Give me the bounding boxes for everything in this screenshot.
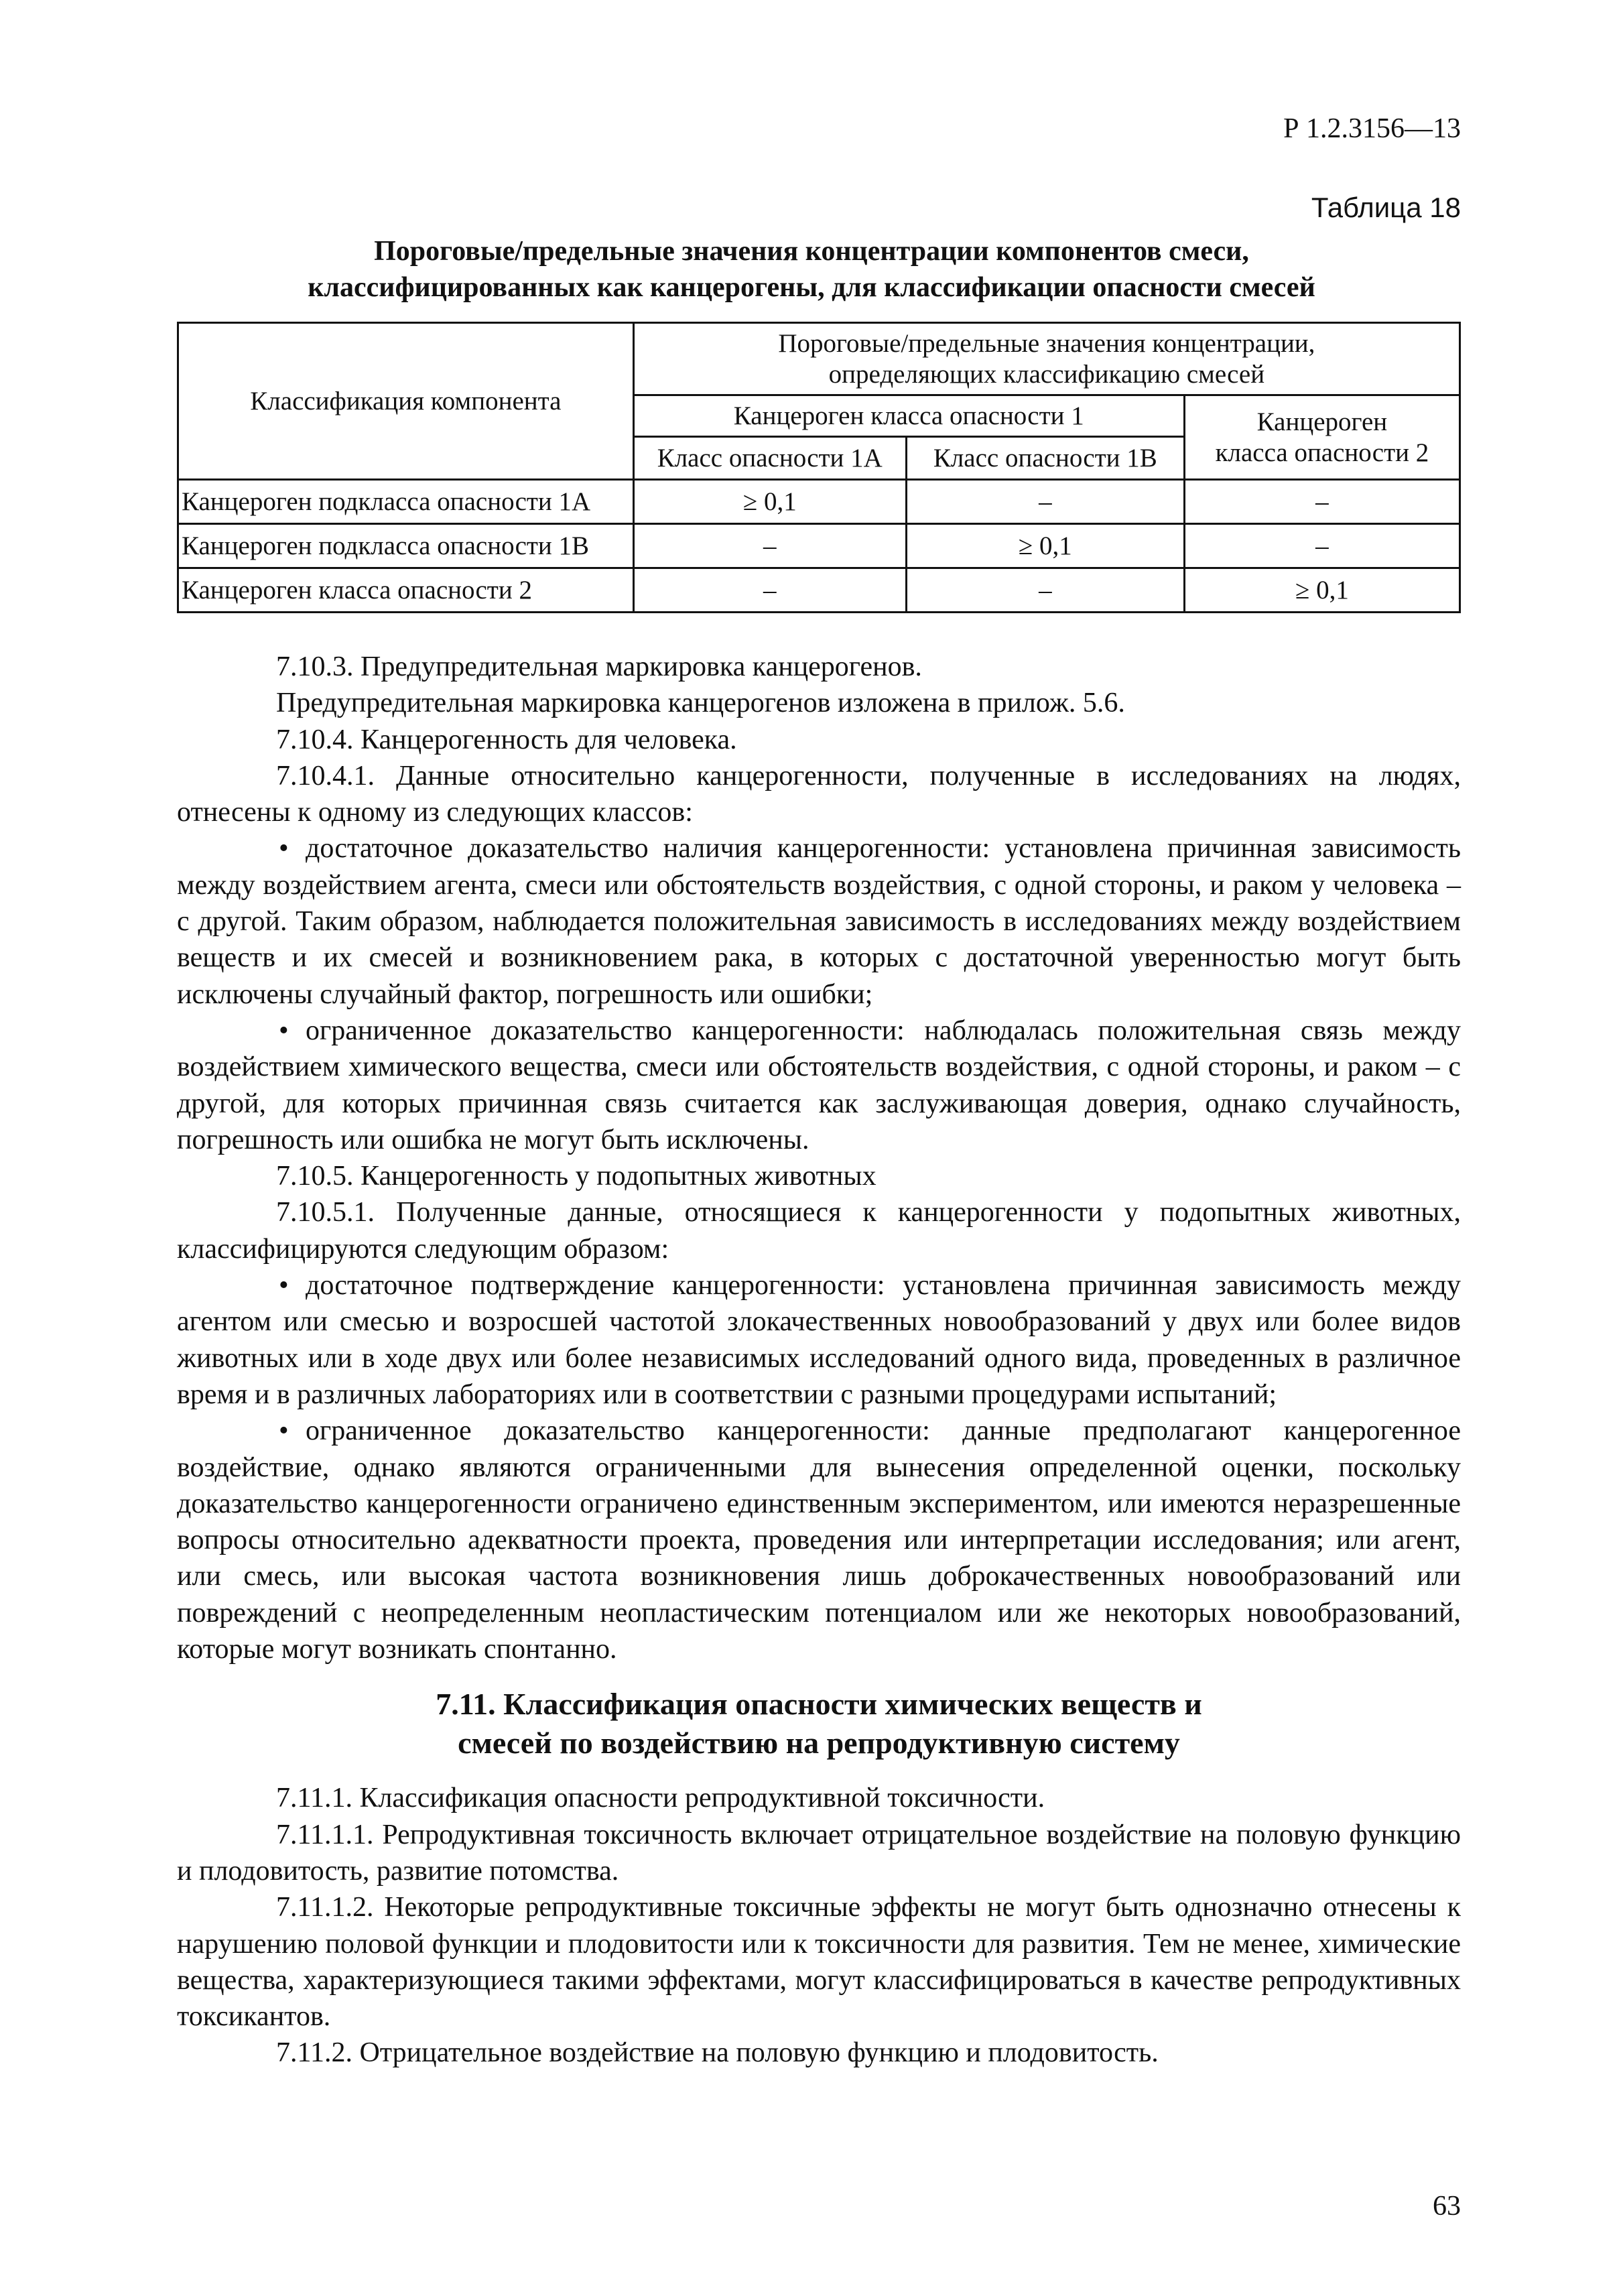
header-line: Канцероген: [1256, 407, 1388, 436]
bullet-text: ограниченное доказательство канцерогенности: данные предполагают канцерогенное воздействие, однако являются ограниченными для вынесения определенной оценки, поскольку доказательство канцерогенности ограничено единственным экспериментом, или имеются неразрешенные вопросы относительно адекватности проекта, проведения или интерпретации исследования; или агент, или смесь, или высокая частота возникновения лишь доброкачественных новообразований или повреждений с неопределенным неопластическим потенциалом или же некоторых новообразований, которые могут возникать спонтанно.: [177, 1415, 1461, 1665]
section-heading-line: 7.11. Классификация опасности химических веществ и: [436, 1687, 1202, 1722]
table-row: [178, 524, 1460, 568]
header-line: класса опасности 2: [1215, 438, 1429, 467]
paragraph: 7.10.4.1. Данные относительно канцерогенности, полученные в исследованиях на людях, отнесены к одному из следующих классов:: [177, 760, 1461, 828]
paragraph: 7.10.5.1. Полученные данные, относящиеся к канцерогенности у подопытных животных, классифицируются следующим образом:: [177, 1197, 1461, 1265]
cell-class-2: ≥ 0,1: [1184, 568, 1459, 613]
paragraph: 7.10.5. Канцерогенность у подопытных животных: [276, 1161, 877, 1192]
header-component-classification: Классификация компонента: [178, 323, 634, 480]
cell-class-1a: –: [633, 568, 906, 613]
section-heading: [177, 1685, 1461, 1763]
cell-class-1b: ≥ 0,1: [906, 524, 1184, 568]
bullet-text: достаточное доказательство наличия канцерогенности: установлена причинная зависимость между воздействием агента, смеси или обстоятельств воздействия, с одной стороны, и раком у человека – с другой. Таким образом, наблюдается положительная зависимость в исследованиях между воздействием веществ и их смесей и возникновением рака, в которых с достаточной уверенностью могут быть исключены случайный фактор, погрешность или ошибки;: [177, 833, 1461, 1010]
bullet-icon: •: [279, 1270, 289, 1301]
row-label: Канцероген подкласса опасности 1А: [178, 480, 634, 524]
bullet-item: [177, 1413, 1461, 1667]
cell-class-1b: –: [906, 480, 1184, 524]
header-class1: Канцероген класса опасности 1: [633, 395, 1184, 437]
cell-class-2: –: [1184, 524, 1459, 568]
row-label: Канцероген подкласса опасности 1В: [178, 524, 634, 568]
body-text: [177, 649, 1461, 2071]
header-threshold-group: [633, 323, 1459, 395]
paragraph: 7.11.1. Классификация опасности репродуктивной токсичности.: [276, 1783, 1045, 1814]
paragraph: 7.11.2. Отрицательное воздействие на половую функцию и плодовитость.: [276, 2037, 1159, 2069]
header-line: Пороговые/предельные значения концентрации,: [778, 328, 1315, 358]
page-number: 63: [1433, 2191, 1461, 2222]
bullet-text: ограниченное доказательство канцерогенности: наблюдалась положительная связь между воздействием химического вещества, смеси или обстоятельств воздействия, с одной стороны, и раком – с другой, для которых причинная связь считается как заслуживающая доверия, однако случайность, погрешность или ошибка не могут быть исключены.: [177, 1015, 1461, 1155]
table-title-line: классифицированных как канцерогены, для классификации опасности смесей: [308, 272, 1315, 303]
bullet-item: [177, 1013, 1461, 1158]
paragraph: 7.10.4. Канцерогенность для человека.: [276, 724, 737, 755]
bullet-icon: •: [279, 1415, 289, 1447]
header-subclass-1b: Класс опасности 1B: [906, 437, 1184, 480]
bullet-text: достаточное подтверждение канцерогенности: установлена причинная зависимость между агентом или смесью и возросшей частотой злокачественных новообразований у двух или более видов животных или в ходе двух или более независимых исследований одного вида, проведенных в различное время и в различных лабораториях или в соответствии с разными процедурами испытаний;: [177, 1270, 1461, 1410]
bullet-icon: •: [279, 833, 289, 865]
table-title: [174, 233, 1449, 306]
bullet-icon: •: [279, 1015, 289, 1046]
table-title-line: Пороговые/предельные значения концентрации компонентов смеси,: [374, 236, 1249, 267]
paragraph: Предупредительная маркировка канцерогенов изложена в прилож. 5.6.: [276, 688, 1125, 719]
paragraph: 7.11.1.2. Некоторые репродуктивные токсичные эффекты не могут быть однозначно отнесены к нарушению половой функции и плодовитости или к токсичности для развития. Тем не менее, химические вещества, характеризующиеся такими эффектами, могут классифицироваться в качестве репродуктивных токсикантов.: [177, 1892, 1461, 2033]
header-line: определяющих классификацию смесей: [828, 359, 1265, 389]
paragraph: 7.10.3. Предупредительная маркировка канцерогенов.: [276, 651, 922, 682]
header-subclass-1a: Класс опасности 1A: [633, 437, 906, 480]
threshold-table: [177, 322, 1461, 613]
table-row: [178, 480, 1460, 524]
header-class2: [1184, 395, 1459, 480]
bullet-item: [177, 830, 1461, 1012]
table-number: Таблица 18: [1311, 192, 1461, 223]
cell-class-1a: –: [633, 524, 906, 568]
section-heading-line: смесей по воздействию на репродуктивную систему: [458, 1726, 1180, 1761]
paragraph: 7.11.1.1. Репродуктивная токсичность включает отрицательное воздействие на половую функцию и плодовитость, развитие потомства.: [177, 1819, 1461, 1887]
row-label: Канцероген класса опасности 2: [178, 568, 634, 613]
cell-class-1a: ≥ 0,1: [633, 480, 906, 524]
cell-class-2: –: [1184, 480, 1459, 524]
cell-class-1b: –: [906, 568, 1184, 613]
table-row: [178, 568, 1460, 613]
document-code: Р 1.2.3156—13: [1283, 113, 1461, 144]
bullet-item: [177, 1267, 1461, 1413]
